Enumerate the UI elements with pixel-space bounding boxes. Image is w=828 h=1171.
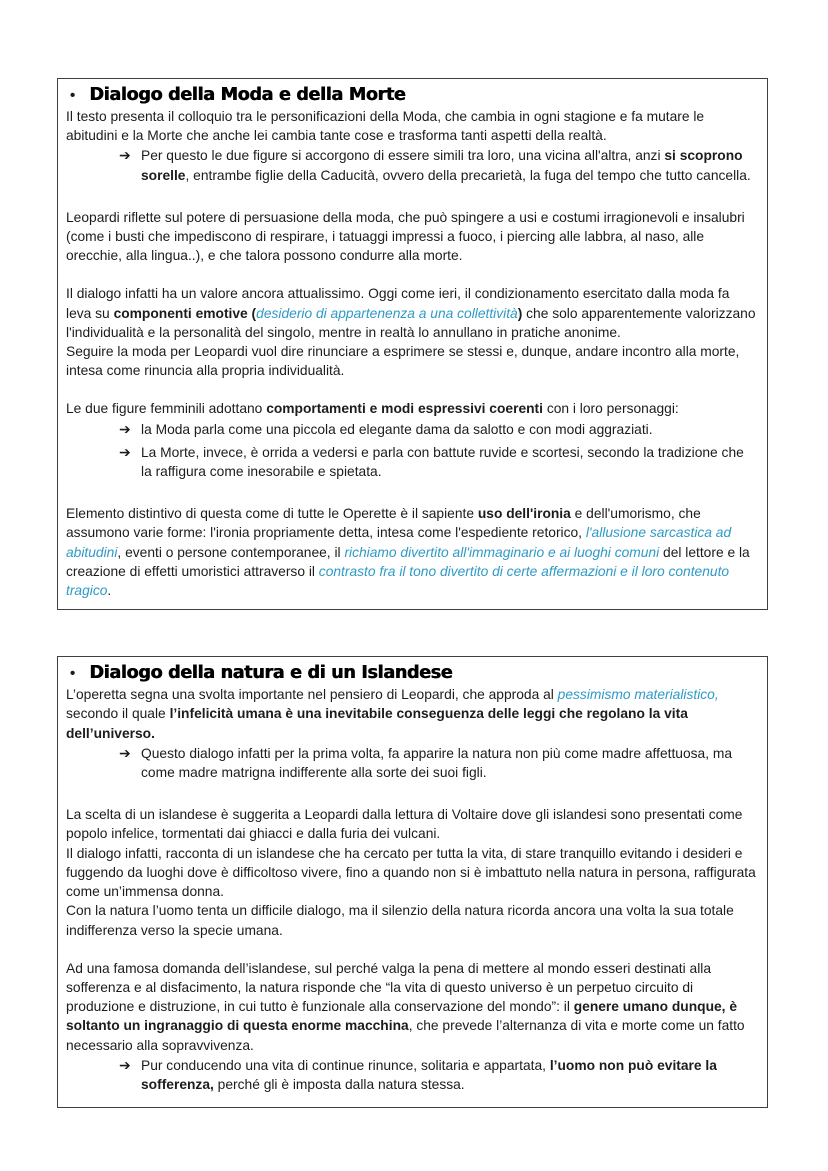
paragraph-spacer	[66, 189, 757, 208]
bold-text-run: l’infelicità umana è una inevitabile conseguenza delle leggi che regolano la vita dell’universo.	[66, 706, 688, 741]
arrow-icon: ➔	[119, 421, 131, 437]
bold-text-run: (	[247, 305, 257, 321]
arrow-icon: ➔	[119, 745, 131, 761]
bold-text-run: comportamenti e modi espressivi coerenti	[266, 401, 543, 417]
paragraph	[66, 208, 757, 266]
note-box	[57, 656, 768, 1108]
paragraph	[66, 284, 757, 342]
paragraph	[66, 107, 757, 145]
paragraph	[66, 504, 757, 600]
bold-text-run: )	[517, 305, 523, 321]
text-run: L’operetta segna una svolta importante nel pensiero di Leopardi, che approda al	[66, 687, 558, 703]
text-run: Il dialogo infatti ha un valore ancora attualissimo. Oggi come ieri, il condizionamento esercitato dalla moda fa leva su	[66, 286, 730, 321]
accent-italic-text-run: contrasto fra il tono divertito di certe affermazioni e il loro contenuto tragico	[66, 563, 730, 599]
box-body	[66, 685, 757, 1094]
arrow-bullet-item	[66, 1056, 757, 1094]
text-run: Le due figure femminili adottano	[66, 401, 267, 417]
paragraph-spacer	[66, 786, 757, 805]
paragraph-spacer	[66, 940, 757, 959]
text-run: Elemento distintivo di questa come di tutte le Operette è il sapiente	[66, 506, 478, 522]
box-title-text: Dialogo della Moda e della Morte	[89, 85, 406, 105]
text-run: con i loro personaggi:	[542, 401, 679, 417]
accent-italic-text-run: l'allusione sarcastica ad abitudini	[66, 525, 732, 560]
text-run: , che prevede l’alternanza di vita e morte come un fatto necessario alla sopravvivenza.	[66, 1018, 745, 1053]
text-run: Seguire la moda per Leopardi vuol dire rinunciare a esprimere se stessi e, dunque, andare incontro alla morte, intesa come rinuncia alla propria individualità.	[66, 344, 740, 379]
paragraph-spacer	[66, 265, 757, 284]
note-box	[57, 78, 768, 610]
text-run: , entrambe figlie della Caducità, ovvero della precarietà, la fuga del tempo che tutto cancella.	[185, 167, 751, 183]
bold-text-run: l’uomo non può evitare la sofferenza,	[141, 1057, 717, 1092]
arrow-icon: ➔	[119, 1057, 131, 1073]
paragraph-spacer	[66, 485, 757, 504]
arrow-icon: ➔	[119, 148, 131, 164]
box-title	[66, 663, 757, 683]
text-run: Con la natura l’uomo tenta un difficile dialogo, ma il silenzio della natura ricorda ancora una volta la sua totale indifferenza verso la specie umana.	[66, 903, 734, 938]
text-run: Pur conducendo una vita di continue rinunce, solitaria e appartata,	[141, 1057, 550, 1073]
text-run: Ad una famosa domanda dell’islandese, sul perché valga la pena di mettere al mondo esseri destinati alla sofferenza e al disfacimento, la natura risponde che “la vita di questo universo è un perpetuo circuito di produzione e distruzione, in cui tutto è funzionale alla conservazione del mondo”: il	[66, 960, 712, 1015]
bullet-icon: •	[70, 665, 76, 683]
text-run: del lettore e la creazione di effetti umoristici attraverso il	[66, 544, 750, 579]
arrow-bullet-item	[66, 146, 757, 184]
paragraph	[66, 805, 757, 843]
text-run: e dell'umorismo, che assumono varie forme: l'ironia propriamente detta, intesa come l'espediente retorico,	[66, 506, 701, 541]
box-body	[66, 107, 757, 600]
paragraph	[66, 399, 757, 418]
box-title	[66, 85, 757, 105]
text-run: la Moda parla come una piccola ed elegante dama da salotto e con modi aggraziati.	[141, 421, 653, 437]
accent-italic-text-run: pessimismo materialistico,	[557, 687, 719, 703]
text-run: che solo apparentemente valorizzano l'individualità e la personalità del singolo, mentre in realtà lo annullano in pratiche anonime.	[66, 305, 756, 340]
bold-text-run: si scoprono sorelle	[141, 148, 743, 183]
bold-text-run: genere umano dunque, è soltanto un ingranaggio di questa enorme macchina	[66, 999, 738, 1034]
box-title-text: Dialogo della natura e di un Islandese	[89, 663, 453, 684]
text-run: La Morte, invece, è orrida a vedersi e parla con battute ruvide e scortesi, secondo la tradizione che la raffigura come inesorabile e spietata.	[141, 444, 744, 480]
paragraph	[66, 844, 757, 902]
text-run: , eventi o persone contemporanee, il	[117, 544, 345, 560]
arrow-bullet-item	[66, 744, 757, 782]
bold-text-run: componenti emotive	[113, 305, 248, 321]
text-run: secondo il quale	[66, 706, 170, 722]
text-run: Questo dialogo infatti per la prima volta, fa apparire la natura non più come madre affettuosa, ma come madre matrigna indifferente alla sorte dei suoi figli.	[141, 745, 733, 781]
paragraph	[66, 342, 757, 380]
text-run: La scelta di un islandese è suggerita a Leopardi dalla lettura di Voltaire dove gli islandesi sono presentati come popolo infelice, tormentati dai ghiacci e dalla furia dei vulcani.	[66, 807, 743, 842]
text-run: Leopardi riflette sul potere di persuasione della moda, che può spingere a usi e costumi irragionevoli e insalubri (come i busti che impediscono di respirare, i tatuaggi impressi a fuoco, i piercing alle labbra, al naso, alle orecchie, alla lingua..), e che talora possono condurre alla morte.	[66, 209, 745, 264]
arrow-bullet-item	[66, 420, 757, 439]
bold-text-run: uso dell'ironia	[477, 506, 571, 522]
text-run: Il testo presenta il colloquio tra le personificazioni della Moda, che cambia in ogni stagione e fa mutare le abitudini e la Morte che anche lei cambia tante cose e trasforma tanti aspetti della realtà.	[66, 109, 705, 144]
accent-italic-text-run: desiderio di appartenenza a una collettività	[256, 305, 518, 321]
text-run: Il dialogo infatti, racconta di un islandese che ha cercato per tutta la vita, di stare tranquillo evitando i desideri e fuggendo da luoghi dove è difficoltoso vivere, fino a quando non si è imbattuto nella natura in persona, raffigurata come un’immensa donna.	[66, 845, 756, 900]
paragraph	[66, 901, 757, 939]
arrow-bullet-item	[66, 443, 757, 481]
paragraph	[66, 685, 757, 743]
text-run: perché gli è imposta dalla natura stessa.	[213, 1076, 465, 1092]
accent-italic-text-run: richiamo divertito all'immaginario e ai luoghi comuni	[344, 544, 660, 560]
text-run: .	[107, 583, 112, 599]
text-run: Per questo le due figure si accorgono di essere simili tra loro, una vicina all'altra, anzi	[141, 148, 665, 164]
paragraph-spacer	[66, 380, 757, 399]
bullet-icon: •	[70, 87, 76, 104]
arrow-icon: ➔	[119, 444, 131, 460]
paragraph	[66, 959, 757, 1055]
